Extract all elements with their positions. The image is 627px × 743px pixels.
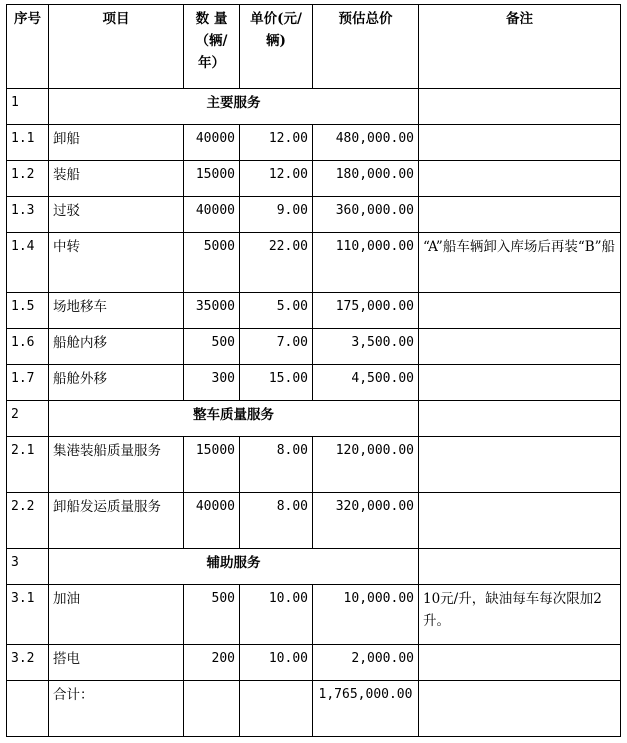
- table-row: [7, 329, 621, 365]
- row-remark: [419, 437, 621, 493]
- row-price: 8.00: [240, 437, 313, 493]
- row-seq: 1.4: [7, 233, 49, 293]
- total-remark: [419, 681, 621, 737]
- row-item: 搭电: [49, 645, 184, 681]
- row-total: 175,000.00: [313, 293, 419, 329]
- row-qty: 15000: [184, 161, 240, 197]
- total-seq: [7, 681, 49, 737]
- section-seq: 3: [7, 549, 49, 585]
- row-seq: 3.1: [7, 585, 49, 645]
- row-seq: 2.1: [7, 437, 49, 493]
- total-qty: [184, 681, 240, 737]
- row-seq: 1.5: [7, 293, 49, 329]
- row-total: 480,000.00: [313, 125, 419, 161]
- header-seq: 序号: [7, 5, 49, 89]
- row-price: 12.00: [240, 125, 313, 161]
- row-item: 集港装船质量服务: [49, 437, 184, 493]
- table-body: [7, 89, 621, 737]
- row-price: 12.00: [240, 161, 313, 197]
- row-item: 船舱内移: [49, 329, 184, 365]
- row-remark: 10元/升，缺油每车每次限加2升。: [419, 585, 621, 645]
- row-qty: 35000: [184, 293, 240, 329]
- row-seq: 2.2: [7, 493, 49, 549]
- row-price: 10.00: [240, 645, 313, 681]
- row-remark: “A”船车辆卸入库场后再装“B”船: [419, 233, 621, 293]
- total-label: 合计：: [49, 681, 184, 737]
- section-title: 主要服务: [49, 89, 419, 125]
- header-remark: 备注: [419, 5, 621, 89]
- row-item: 过驳: [49, 197, 184, 233]
- row-item: 卸船: [49, 125, 184, 161]
- row-total: 2,000.00: [313, 645, 419, 681]
- total-price: [240, 681, 313, 737]
- row-total: 3,500.00: [313, 329, 419, 365]
- row-remark: [419, 125, 621, 161]
- row-total: 320,000.00: [313, 493, 419, 549]
- row-item: 加油: [49, 585, 184, 645]
- row-qty: 15000: [184, 437, 240, 493]
- row-qty: 40000: [184, 125, 240, 161]
- row-item: 卸船发运质量服务: [49, 493, 184, 549]
- header-price: 单价(元/辆): [240, 5, 313, 89]
- row-remark: [419, 197, 621, 233]
- section-row: [7, 401, 621, 437]
- row-item: 装船: [49, 161, 184, 197]
- row-price: 15.00: [240, 365, 313, 401]
- row-qty: 300: [184, 365, 240, 401]
- row-remark: [419, 645, 621, 681]
- row-price: 22.00: [240, 233, 313, 293]
- row-remark: [419, 329, 621, 365]
- row-seq: 1.7: [7, 365, 49, 401]
- section-remark: [419, 89, 621, 125]
- row-price: 5.00: [240, 293, 313, 329]
- row-total: 180,000.00: [313, 161, 419, 197]
- row-total: 4,500.00: [313, 365, 419, 401]
- header-row: [7, 5, 621, 89]
- row-seq: 1.6: [7, 329, 49, 365]
- service-price-table: [6, 4, 621, 737]
- row-total: 360,000.00: [313, 197, 419, 233]
- section-title: 整车质量服务: [49, 401, 419, 437]
- table-row: [7, 233, 621, 293]
- table-row: [7, 293, 621, 329]
- table-row: [7, 585, 621, 645]
- row-qty: 40000: [184, 493, 240, 549]
- row-qty: 500: [184, 329, 240, 365]
- row-item: 中转: [49, 233, 184, 293]
- row-remark: [419, 161, 621, 197]
- section-seq: 2: [7, 401, 49, 437]
- total-value: 1,765,000.00: [313, 681, 419, 737]
- row-qty: 500: [184, 585, 240, 645]
- section-title: 辅助服务: [49, 549, 419, 585]
- header-qty: 数 量（辆/年）: [184, 5, 240, 89]
- row-total: 110,000.00: [313, 233, 419, 293]
- row-qty: 40000: [184, 197, 240, 233]
- row-item: 船舱外移: [49, 365, 184, 401]
- row-price: 8.00: [240, 493, 313, 549]
- row-remark: [419, 365, 621, 401]
- row-total: 10,000.00: [313, 585, 419, 645]
- section-seq: 1: [7, 89, 49, 125]
- table-row: [7, 125, 621, 161]
- section-remark: [419, 401, 621, 437]
- row-seq: 3.2: [7, 645, 49, 681]
- row-price: 7.00: [240, 329, 313, 365]
- row-remark: [419, 493, 621, 549]
- row-total: 120,000.00: [313, 437, 419, 493]
- header-total: 预估总价: [313, 5, 419, 89]
- table-row: [7, 493, 621, 549]
- table-row: [7, 645, 621, 681]
- row-qty: 200: [184, 645, 240, 681]
- row-item: 场地移车: [49, 293, 184, 329]
- row-qty: 5000: [184, 233, 240, 293]
- row-seq: 1.2: [7, 161, 49, 197]
- total-row: [7, 681, 621, 737]
- table-row: [7, 161, 621, 197]
- row-price: 9.00: [240, 197, 313, 233]
- table-row: [7, 197, 621, 233]
- row-price: 10.00: [240, 585, 313, 645]
- header-item: 项目: [49, 5, 184, 89]
- section-row: [7, 89, 621, 125]
- table-row: [7, 365, 621, 401]
- row-seq: 1.1: [7, 125, 49, 161]
- section-row: [7, 549, 621, 585]
- table-row: [7, 437, 621, 493]
- row-seq: 1.3: [7, 197, 49, 233]
- row-remark: [419, 293, 621, 329]
- section-remark: [419, 549, 621, 585]
